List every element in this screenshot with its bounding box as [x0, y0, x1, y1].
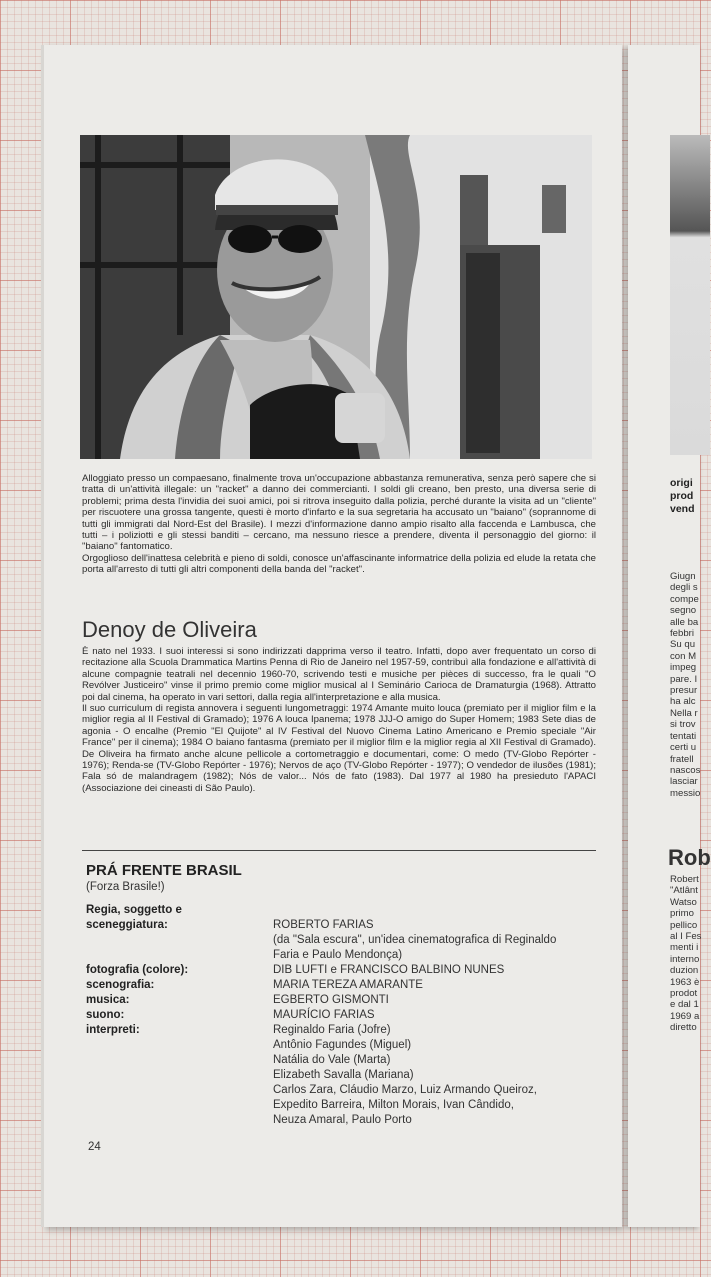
credit-line: DIB LUFTI e FRANCISCO BALBINO NUNES	[273, 964, 505, 976]
text-line: Nella r	[670, 707, 698, 719]
film-subtitle: (Forza Brasile!)	[86, 881, 165, 893]
next-page-text	[670, 571, 700, 799]
text-line: con M	[670, 650, 697, 662]
text-line: compe	[670, 593, 699, 605]
credit-row	[86, 963, 606, 978]
text-line: ha alc	[670, 696, 696, 708]
text-line: diretto	[670, 1022, 697, 1034]
credit-line: Reginaldo Faria (Jofre)	[273, 1024, 391, 1036]
credit-line: MAURÍCIO FARIAS	[273, 1009, 375, 1021]
director-name-heading: Denoy de Oliveira	[82, 617, 257, 642]
text-line: alle ba	[670, 616, 699, 628]
text-line: 1969 a	[670, 1010, 700, 1022]
bio-paragraph: È nato nel 1933. I suoi interessi si sono indirizzati dapprima verso il teatro. Infatti, dopo aver frequentato un corso di recitazione alla Scuola Drammatica Martins Penna di Rio de Janeiro nel 1957-59, contribuì alla fondazione e all'attività di alcune compagnie teatrali nel decennio 1960-70, scrivendo testi e musiche per pièces di successo, fra le quali "O Revólver Justiceiro" vinse il primo premio come miglior musical al I Seminário Carioca de Dramaturgia (1968). Attratto poi dal cinema, ha operato in vari settori, dalla regia all'interpretazione e alla musica.	[82, 646, 596, 703]
text-line: al I Fes	[670, 931, 702, 943]
credit-label: Regia, soggetto e	[86, 904, 182, 916]
text-line: "Atlânt	[670, 885, 698, 897]
text-line: origi	[670, 477, 693, 489]
section-divider	[82, 850, 596, 851]
text-line: e dal 1	[670, 999, 699, 1011]
credit-line: ROBERTO FARIAS	[273, 919, 374, 931]
text-line: primo	[670, 908, 694, 920]
text-line: vend	[670, 503, 695, 515]
synopsis-text	[82, 473, 596, 576]
credit-line: Neuza Amaral, Paulo Porto	[273, 1114, 412, 1126]
credit-line: Antônio Fagundes (Miguel)	[273, 1039, 412, 1051]
text-line: 1963 è	[670, 976, 700, 988]
text-line: si trov	[670, 719, 696, 731]
next-page-bold-text	[670, 477, 695, 516]
text-line: prod	[670, 490, 694, 502]
film-title: PRÁ FRENTE BRASIL	[86, 862, 242, 879]
text-line: tentati	[670, 730, 697, 742]
text-line: degli s	[670, 582, 698, 594]
synopsis-paragraph: Orgoglioso dell'inattesa celebrità e pieno di soldi, conosce un'affascinante informatrice della polizia ed elude la retata che porta all'arresto di tutti gli altri componenti della banda del "racket".	[82, 552, 596, 576]
text-line: pellico	[670, 919, 698, 931]
credit-value	[273, 1008, 603, 1023]
credit-label: suono:	[86, 1009, 125, 1021]
credit-line: Carlos Zara, Cláudio Marzo, Luiz Armando Queiroz,	[273, 1084, 537, 1096]
text-line: Watso	[670, 896, 697, 908]
film-still-photo	[80, 135, 592, 459]
text-line: impeg	[670, 662, 697, 674]
text-line: segno	[670, 605, 697, 617]
next-page-heading: Rob	[668, 845, 711, 870]
text-line: Su qu	[670, 639, 696, 651]
credit-line: MARIA TEREZA AMARANTE	[273, 979, 423, 991]
director-bio	[82, 646, 596, 794]
credit-row	[86, 993, 606, 1008]
text-line: messio	[670, 787, 701, 799]
credit-row	[86, 918, 606, 963]
credit-label: fotografia (colore):	[86, 964, 189, 976]
text-line: interno	[670, 953, 700, 965]
text-line: presur	[670, 685, 698, 697]
credit-line: (da "Sala escura", un'idea cinematografica di Reginaldo	[273, 934, 557, 946]
credit-line: EGBERTO GISMONTI	[273, 994, 389, 1006]
credit-value	[273, 918, 603, 963]
credit-value	[273, 993, 603, 1008]
bio-paragraph: Il suo curriculum di regista annovera i seguenti lungometraggi: 1974 Amante muito louca (premiato per il miglior film e la miglior regia al II Festival di Gramado); 1976 A louca Ipanema; 1978 JJJ-O amigo do Super Homem; 1983 Sete dias de agonia - O encalhe (Premio "El Quijote" al IV Festival del Nuovo Cinema Latino Americano e Premio speciale "Air France" per il cinema); 1984 O baiano fantasma (premiato per il miglior film e la miglior regia al XII Festival di Gramado). De Oliveira ha firmato anche alcune pellicole a cortometraggio e documentari, come: O medo (TV-Globo Repórter - 1976); Renda-se (TV-Globo Repórter - 1976); Nervos de aço (TV-Globo Repórter - 1977); O vendedor de ilusões (1981); Fala só de malandragem (1982); Nós de valor... Nós de fato (1983). Dal 1977 al 1980 ha presieduto l'APACI (Associazione dei cineasti di São Paulo).	[82, 703, 596, 794]
synopsis-paragraph: Alloggiato presso un compaesano, finalmente trova un'occupazione abbastanza remunerativa, senza però sapere che si tratta di un'attività illegale: un "racket" a danno dei commercianti. I soldi gli creano, ben presto, una diversa serie di problemi; prima desta l'invidia dei suoi amici, poi si ritrova inseguito dalla polizia, perché durante la visita ad un "cliente" per riscuotere una grossa tangente, questi è morto d'infarto e la sua segretaria ha accusato un "baiano" (soprannome di tutti gli immigrati dal Nord-Est del Brasile). I mezzi d'informazione danno ampio risalto alla faccenda e Lambusca, che tutti – i poliziotti e gli stessi banditi – cercano, ma nessuno riesce a prendere, diventa il personaggio del giorno: il "baiano" fantomatico.	[82, 473, 596, 553]
credit-value	[273, 903, 603, 918]
credit-label: scenografia:	[86, 979, 155, 991]
credit-value	[273, 1023, 603, 1128]
credit-value	[273, 978, 603, 993]
page-number: 24	[88, 1141, 101, 1153]
text-line: certi u	[670, 742, 697, 754]
credits-list	[86, 903, 606, 1128]
text-line: febbri	[670, 628, 694, 640]
credit-line: Natália do Vale (Marta)	[273, 1054, 391, 1066]
credit-value	[273, 963, 603, 978]
credit-row	[86, 1008, 606, 1023]
credit-label: musica:	[86, 994, 130, 1006]
text-line: lasciar	[670, 776, 698, 788]
text-line: nascos	[670, 764, 701, 776]
text-line: prodot	[670, 988, 698, 1000]
next-page-text-2	[670, 874, 701, 1034]
credit-label: interpreti:	[86, 1024, 140, 1036]
left-page	[44, 45, 622, 1227]
text-line: pare. I	[670, 673, 698, 685]
credit-line: Expedito Barreira, Milton Morais, Ivan Cândido,	[273, 1099, 514, 1111]
text-line: menti i	[670, 942, 699, 954]
credit-line: Faria e Paulo Mendonça)	[273, 949, 403, 961]
text-line: fratell	[670, 753, 694, 765]
right-page-edge	[628, 45, 711, 1227]
text-line: Giugn	[670, 571, 696, 582]
text-line: duzion	[670, 965, 699, 977]
next-page-photo	[670, 135, 710, 455]
text-line: Robert	[670, 874, 699, 885]
credit-line: Elizabeth Savalla (Mariana)	[273, 1069, 414, 1081]
credit-row	[86, 978, 606, 993]
credit-row	[86, 903, 606, 918]
credit-row	[86, 1023, 606, 1128]
credit-label: sceneggiatura:	[86, 919, 168, 931]
